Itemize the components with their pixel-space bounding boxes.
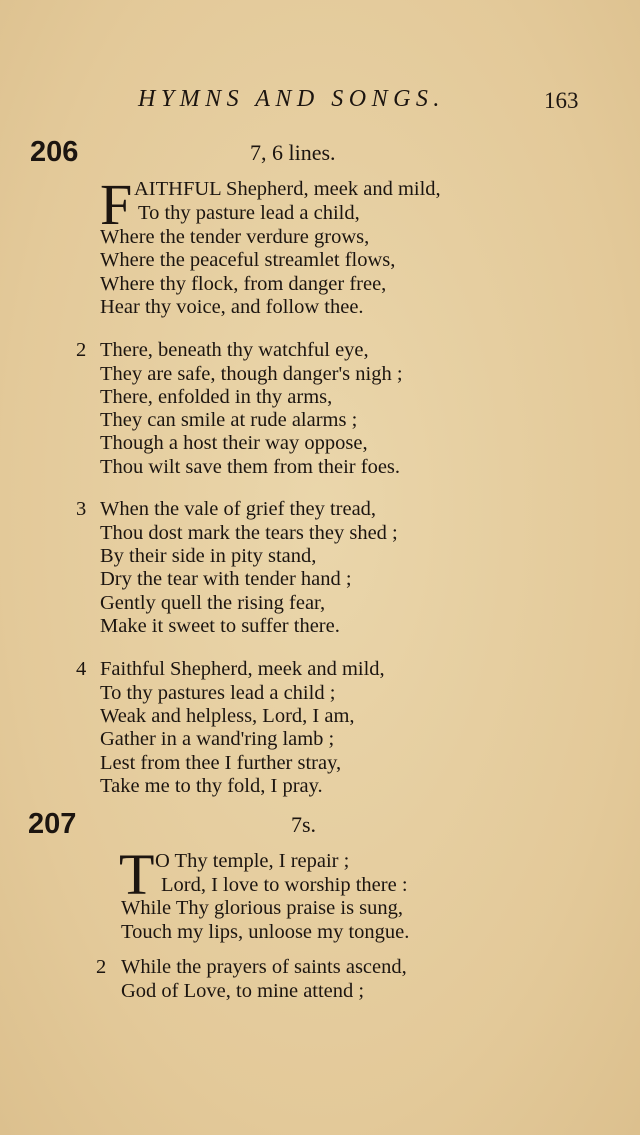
verse-line: Take me to thy fold, I pray.	[100, 775, 323, 797]
verse-line: While Thy glorious praise is sung,	[121, 897, 404, 919]
verse-line: Thou dost mark the tears they shed ;	[100, 522, 398, 544]
verse-line: While the prayers of saints ascend,	[121, 956, 407, 978]
verse-line: Faithful Shepherd, meek and mild,	[100, 658, 385, 680]
verse-line: Weak and helpless, Lord, I am,	[100, 705, 355, 727]
verse-number: 2	[96, 956, 107, 978]
verse-number: 4	[76, 658, 87, 680]
verse-line: Dry the tear with tender hand ;	[100, 568, 352, 590]
verse-line: Thou wilt save them from their foes.	[100, 456, 401, 478]
hymn-meter: 7, 6 lines.	[250, 140, 336, 165]
hymn-meter: 7s.	[291, 812, 317, 837]
verse-line: To thy pasture lead a child,	[138, 202, 360, 224]
verse-line: Make it sweet to suffer there.	[100, 615, 340, 637]
verse-number: 2	[76, 339, 87, 361]
verse-line: God of Love, to mine attend ;	[121, 980, 365, 1002]
verse-line: Touch my lips, unloose my tongue.	[121, 921, 410, 943]
verse-line: Hear thy voice, and follow thee.	[100, 296, 364, 318]
verse-line: Where the tender verdure grows,	[100, 226, 370, 248]
verse-line: There, beneath thy watchful eye,	[100, 339, 369, 361]
verse-line: AITHFUL Shepherd, meek and mild,	[134, 178, 441, 200]
verse-line: They can smile at rude alarms ;	[100, 409, 358, 431]
verse-line: Where the peaceful streamlet flows,	[100, 249, 396, 271]
hymn-number: 206	[30, 136, 79, 168]
verse-line: Lord, I love to worship there :	[161, 874, 408, 896]
hymn-number: 207	[28, 808, 77, 840]
verse-line: To thy pastures lead a child ;	[100, 682, 336, 704]
verse-line: Where thy flock, from danger free,	[100, 273, 387, 295]
page-number: 163	[544, 88, 579, 113]
verse-number: 3	[76, 498, 87, 520]
running-title: HYMNS AND SONGS.	[138, 86, 445, 112]
verse-line: By their side in pity stand,	[100, 545, 317, 567]
verse-line: When the vale of grief they tread,	[100, 498, 377, 520]
verse-line: They are safe, though danger's nigh ;	[100, 363, 403, 385]
drop-cap: F	[100, 172, 133, 237]
verse-line: Gently quell the rising fear,	[100, 592, 326, 614]
verse-line: Gather in a wand'ring lamb ;	[100, 728, 335, 750]
verse-line: O Thy temple, I repair ;	[155, 850, 350, 872]
verse-line: Lest from thee I further stray,	[100, 752, 342, 774]
drop-cap: T	[119, 842, 155, 907]
verse-line: Though a host their way oppose,	[100, 432, 368, 454]
verse-line: There, enfolded in thy arms,	[100, 386, 333, 408]
